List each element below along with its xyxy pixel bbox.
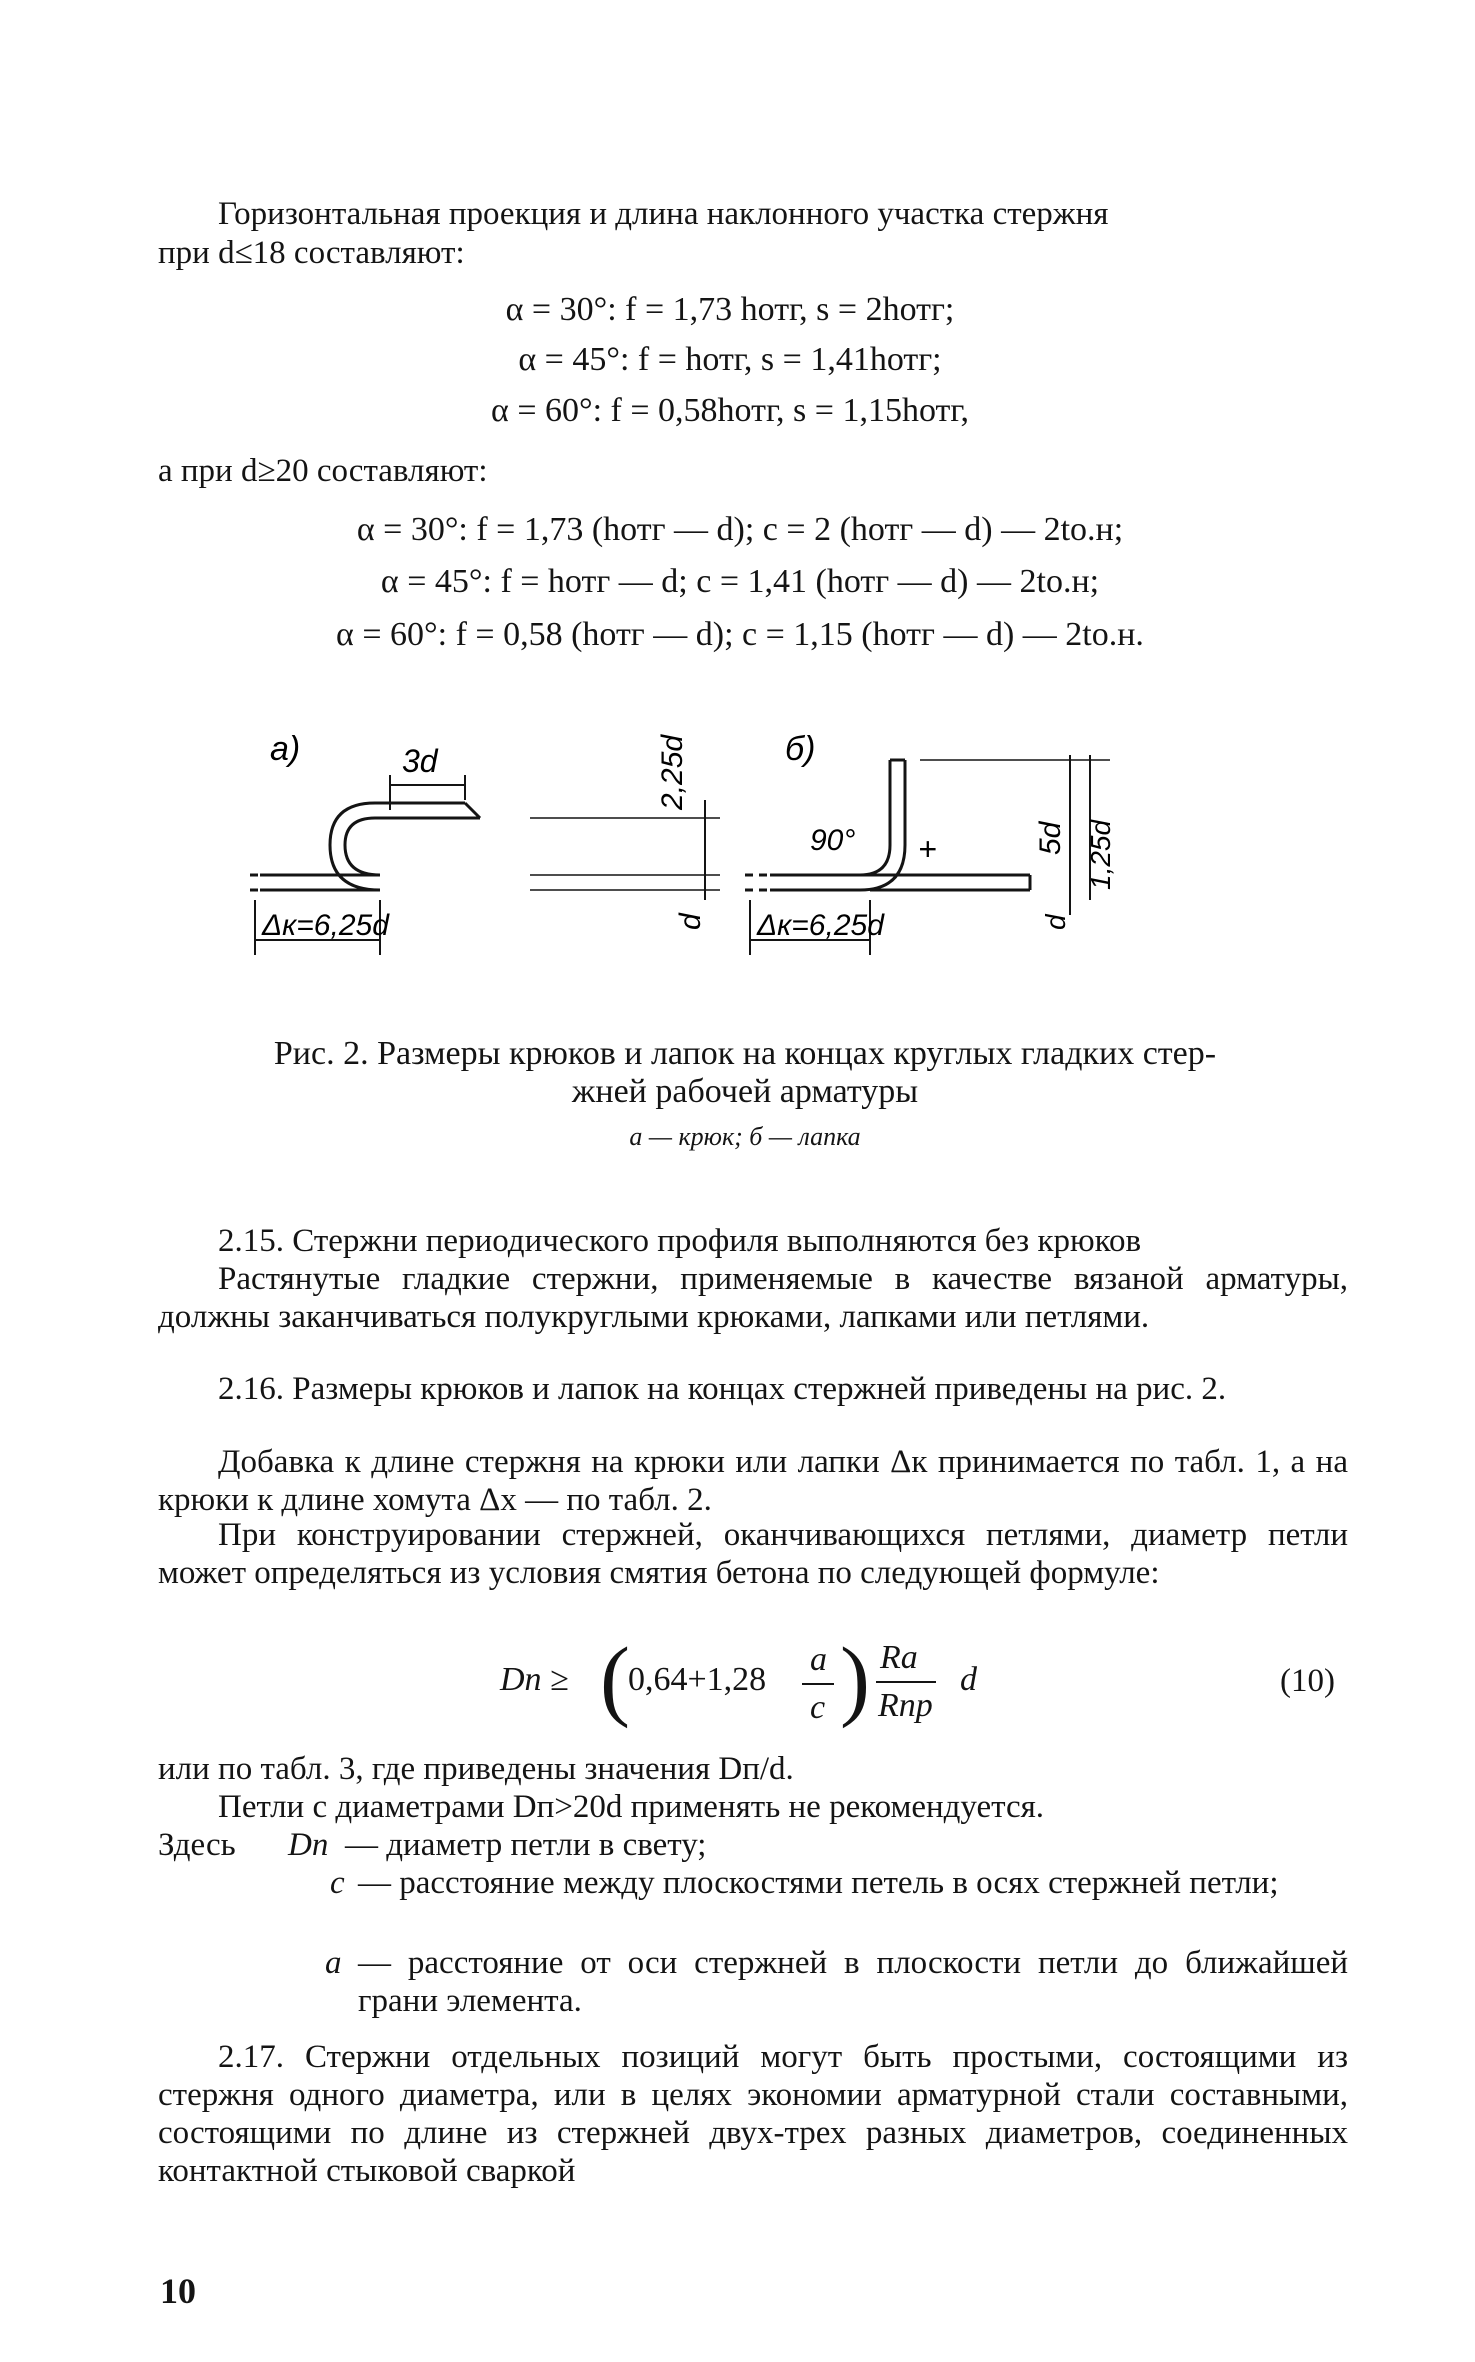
formula-large-1: α = 30°: f = 1,73 (hотг — d); c = 2 (hотг — d) — 2to.н; <box>356 511 1124 548</box>
dim-125d: 1,25d <box>1085 819 1116 890</box>
para-2-15a: 2.15. Стержни периодического профиля выполняются без крюков <box>218 1223 1142 1259</box>
frac1-den: c <box>810 1689 826 1726</box>
fig-label-a: а) <box>270 730 301 768</box>
figure-hooks <box>230 700 1250 990</box>
dim-225d: 2,25d <box>656 734 689 810</box>
formula-10 <box>500 1625 1060 1735</box>
after-line-2: Петли с диаметрами Dп>20d применять не рекомендуется. <box>218 1789 1045 1825</box>
dk-b: Δк=6,25d <box>757 909 884 942</box>
def3-text: — расстояние от оси стержней в плоскости петли до ближайшей грани элемента. <box>358 1945 1348 2019</box>
dim-d-a: d <box>674 913 707 930</box>
intro-text-2: при d≤18 составляют: <box>158 235 465 271</box>
caption-line-2: жней рабочей арматуры <box>571 1073 919 1110</box>
mid-text: а при d≥20 составляют: <box>158 453 488 489</box>
def1-text: — диаметр петли в свету; <box>345 1827 707 1863</box>
frac1-num: a <box>810 1641 827 1678</box>
hook-bar <box>260 818 480 875</box>
after-line-1: или по табл. 3, где приведены значения Dп/d. <box>158 1751 794 1787</box>
para-2-17: 2.17. Стержни отдельных позиций могут быть простыми, состоящими из стержня одного диаметра, или в целях экономии арматурной стали составными, состоящими по длине из стержней двух-трех разных диаметров, соединенных контактной стыковой сваркой <box>158 2039 1348 2189</box>
intro-line-1 <box>158 195 1348 233</box>
intro-text-1: Горизонтальная проекция и длина наклонного участка стержня <box>218 196 1109 232</box>
formula-10-body: 0,64+1,28 <box>628 1661 767 1698</box>
dim-5d: 5d <box>1034 821 1067 855</box>
formula-large-2: α = 45°: f = hотг — d; c = 1,41 (hотг — d) — 2to.н; <box>380 563 1100 600</box>
dim-d-b: d <box>1040 914 1071 930</box>
intro-line-2 <box>158 234 1348 272</box>
frac2-den: Rпр <box>878 1687 933 1724</box>
def2-text: — расстояние между плоскостями петель в осях стержней петли; <box>358 1865 1279 1901</box>
def1-symbol: Dп <box>288 1827 329 1863</box>
dk-a: Δк=6,25d <box>262 909 389 942</box>
formula-small-1: α = 30°: f = 1,73 hотг, s = 2hотг; <box>505 291 955 328</box>
caption-sub: а — крюк; б — лапка <box>629 1122 861 1151</box>
def2-symbol: c <box>330 1865 345 1901</box>
formula-10-tail: d <box>960 1661 977 1698</box>
angle-90: 90° <box>810 824 856 857</box>
def3-symbol: a <box>325 1945 342 1981</box>
paren-right: ) <box>840 1630 870 1729</box>
caption-line-1: Рис. 2. Размеры крюков и лапок на концах круглых гладких стер- <box>273 1035 1217 1072</box>
paren-left: ( <box>600 1630 630 1729</box>
here-label: Здесь <box>158 1827 236 1863</box>
fig-label-b: б) <box>785 730 816 768</box>
frac2-bar <box>876 1681 936 1683</box>
frac2-num: Rа <box>880 1639 918 1676</box>
plus-mark: + <box>918 831 937 867</box>
dim-3d: 3d <box>402 743 438 779</box>
formula-large-3: α = 60°: f = 0,58 (hотг — d); c = 1,15 (hотг — d) — 2to.н. <box>336 616 1144 653</box>
formula-small-2: α = 45°: f = hотг, s = 1,41hотг; <box>518 341 942 378</box>
frac1-bar <box>802 1683 834 1685</box>
para-2-16c: При конструировании стержней, оканчивающихся петлями, диаметр петли может определяться из условия смятия бетона по следующей формуле: <box>158 1517 1348 1591</box>
formula-10-number: (10) <box>1280 1663 1335 1699</box>
formula-small-3: α = 60°: f = 0,58hотг, s = 1,15hотг, <box>491 392 969 429</box>
para-2-16a: 2.16. Размеры крюков и лапок на концах стержней приведены на рис. 2. <box>218 1371 1227 1407</box>
para-2-15b: Растянутые гладкие стержни, применяемые в качестве вязаной арматуры, должны заканчиваться полукруглыми крюками, лапками или петлями. <box>158 1261 1348 1335</box>
formula-10-lhs: Dп ≥ <box>500 1661 569 1698</box>
page-number: 10 <box>160 2271 196 2311</box>
para-2-16b: Добавка к длине стержня на крюки или лапки Δк принимается по табл. 1, а на крюки к длине хомута Δх — по табл. 2. <box>158 1444 1348 1518</box>
